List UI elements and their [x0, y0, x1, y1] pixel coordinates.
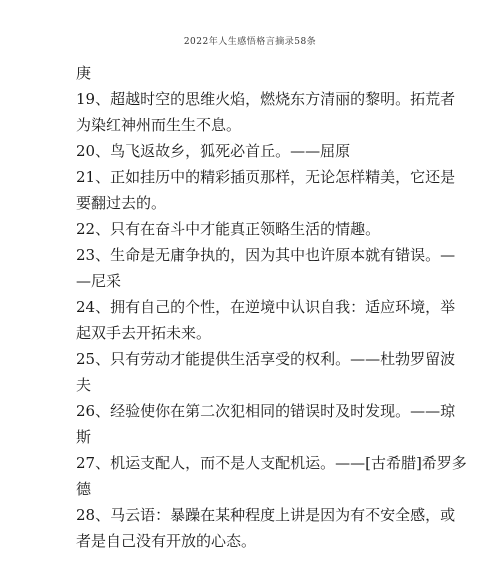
text-line: 22、只有在奋斗中才能真正领略生活的情趣。: [76, 220, 381, 238]
page-header: 2022年人生感悟格言摘录58条: [183, 37, 317, 47]
text-line: 26、经验使你在第二次犯相同的错误时及时发现。——琼: [76, 402, 456, 420]
text-line: 20、鸟飞返故乡，狐死必首丘。——屈原: [76, 142, 351, 160]
text-line: 23、生命是无庸争执的，因为其中也许原本就有错误。—: [76, 246, 456, 264]
document-body: [76, 60, 467, 554]
text-line: —尼采: [76, 272, 122, 290]
text-line: 19、超越时空的思维火焰，燃烧东方清丽的黎明。拓荒者: [76, 90, 456, 108]
text-line: 德: [76, 480, 92, 498]
text-line: 21、正如挂历中的精彩插页那样，无论怎样精美，它还是: [76, 168, 456, 186]
text-line: 者是自己没有开放的心态。: [76, 532, 257, 550]
text-line: 起双手去开拓未来。: [76, 324, 212, 342]
text-line: 27、机运支配人，而不是人支配机运。——[古希腊]希罗多: [76, 454, 467, 472]
text-line: 25、只有劳动才能提供生活享受的权利。——杜勃罗留波: [76, 350, 456, 368]
text-line: 24、拥有自己的个性，在逆境中认识自我：适应环境，举: [76, 298, 456, 316]
text-line: 28、马云语：暴躁在某种程度上讲是因为有不安全感，或: [76, 506, 456, 524]
text-line: 庚: [76, 64, 92, 82]
text-line: 斯: [76, 428, 92, 446]
text-line: 要翻过去的。: [76, 194, 167, 212]
text-line: 为染红神州而生生不息。: [76, 116, 242, 134]
text-line: 夫: [76, 376, 92, 394]
